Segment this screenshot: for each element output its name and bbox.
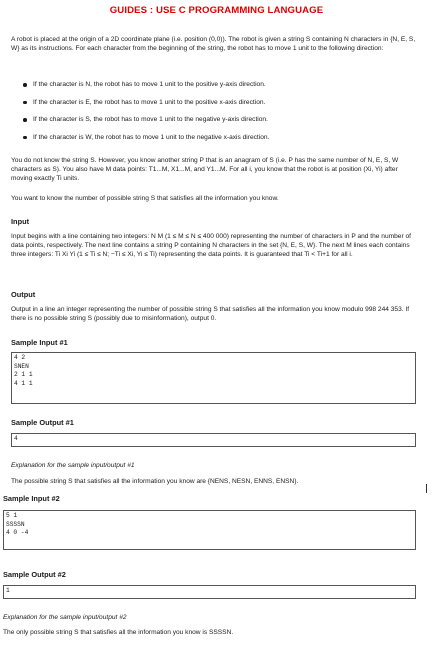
sample-output-2-box <box>3 585 416 599</box>
sample-output-1-box <box>11 433 416 447</box>
sample-input-2-line: 5 1 <box>6 512 18 519</box>
intro-text: A robot is placed at the origin of a 2D coordinate plane (i.e. position (0,0)). The robot is given a string S containing N characters in {N, E, S, W} as its instructions. For each character from the beginning of the string, the robot has to move 1 unit to the following direction: <box>11 36 416 53</box>
paragraph-goal <box>11 194 416 203</box>
sample-input-1-line: 2 1 1 <box>14 371 33 379</box>
bullet-item-s: If the character is S, the robot has to move 1 unit to the negative y-axis direction. <box>11 115 416 124</box>
sample-input-2-box <box>3 510 416 550</box>
output-text: Output in a line an integer representing the number of possible string S that satisfies all the information you know modulo 998 244 353. If there is no possible string S (possibly due to misinformation), output 0. <box>11 306 410 323</box>
explanation-2-heading: Explanation for the sample input/output #2 <box>3 614 127 621</box>
sample-input-1-line: 4 2 <box>14 354 26 361</box>
sample-input-1-line: 4 1 1 <box>14 379 33 387</box>
sample-input-2-line: 4 0 -4 <box>6 529 29 537</box>
bullet-item-e: If the character is E, the robot has to move 1 unit to the positive x-axis direction. <box>11 98 416 107</box>
sample-input-1-box <box>11 352 416 404</box>
bullet-item-n: If the character is N, the robot has to move 1 unit to the positive y-axis direction. <box>11 80 416 89</box>
sample-output-1-heading: Sample Output #1 <box>11 418 74 427</box>
text-cursor <box>426 484 427 493</box>
output-heading: Output <box>11 290 36 299</box>
sample-output-2-line: 1 <box>6 587 10 594</box>
explanation-2-text: The only possible string S that satisfies all the information you know is SSSSN. <box>3 629 234 636</box>
explanation-1-heading: Explanation for the sample input/output #1 <box>11 462 135 469</box>
bullet-list <box>11 80 416 142</box>
explanation-1-text: The possible string S that satisfies all the information you know are {NENS, NESN, ENNS, ENSN}. <box>11 478 299 485</box>
anagram-text: You do not know the string S. However, you know another string P that is an anagram of S (i.e. P has the same number of N, E, S, W characters as S). You also have M data points: T1...M, X1...M, and Y1...M. For all i, you know that the robot is at position (Xi, Yi) after moving exactly Ti units. <box>11 157 399 183</box>
input-heading: Input <box>11 217 30 226</box>
intro-paragraph <box>11 35 416 53</box>
guides-title: GUIDES : USE C PROGRAMMING LANGUAGE <box>109 5 324 16</box>
sample-input-2-heading: Sample Input #2 <box>3 494 60 503</box>
sample-input-1-heading: Sample Input #1 <box>11 338 68 347</box>
paragraph-anagram <box>11 156 416 184</box>
input-description <box>11 232 416 260</box>
input-text: Input begins with a line containing two integers: N M (1 ≤ M ≤ N ≤ 400 000) representing the number of characters in P and the number of data points, respectively. The next line contains a string P containing N characters in the set {N, E, S, W}. The next M lines each contains three integers: Ti Xi Yi (1 ≤ Ti ≤ N; −Ti ≤ Xi, Yi ≤ Ti) representing the data points. It is guaranteed that Ti < Ti+1 for all i. <box>11 233 411 259</box>
goal-text: You want to know the number of possible string S that satisfies all the information you know. <box>11 195 279 202</box>
sample-input-2-line: SSSSN <box>6 520 25 528</box>
direction-list <box>11 80 416 150</box>
sample-output-1-line: 4 <box>14 435 18 442</box>
output-description <box>11 305 416 323</box>
sample-output-2-heading: Sample Output #2 <box>3 570 66 579</box>
sample-input-1-line: SNEN <box>14 362 29 370</box>
bullet-item-w: If the character is W, the robot has to move 1 unit to the negative x-axis direction. <box>11 133 416 142</box>
